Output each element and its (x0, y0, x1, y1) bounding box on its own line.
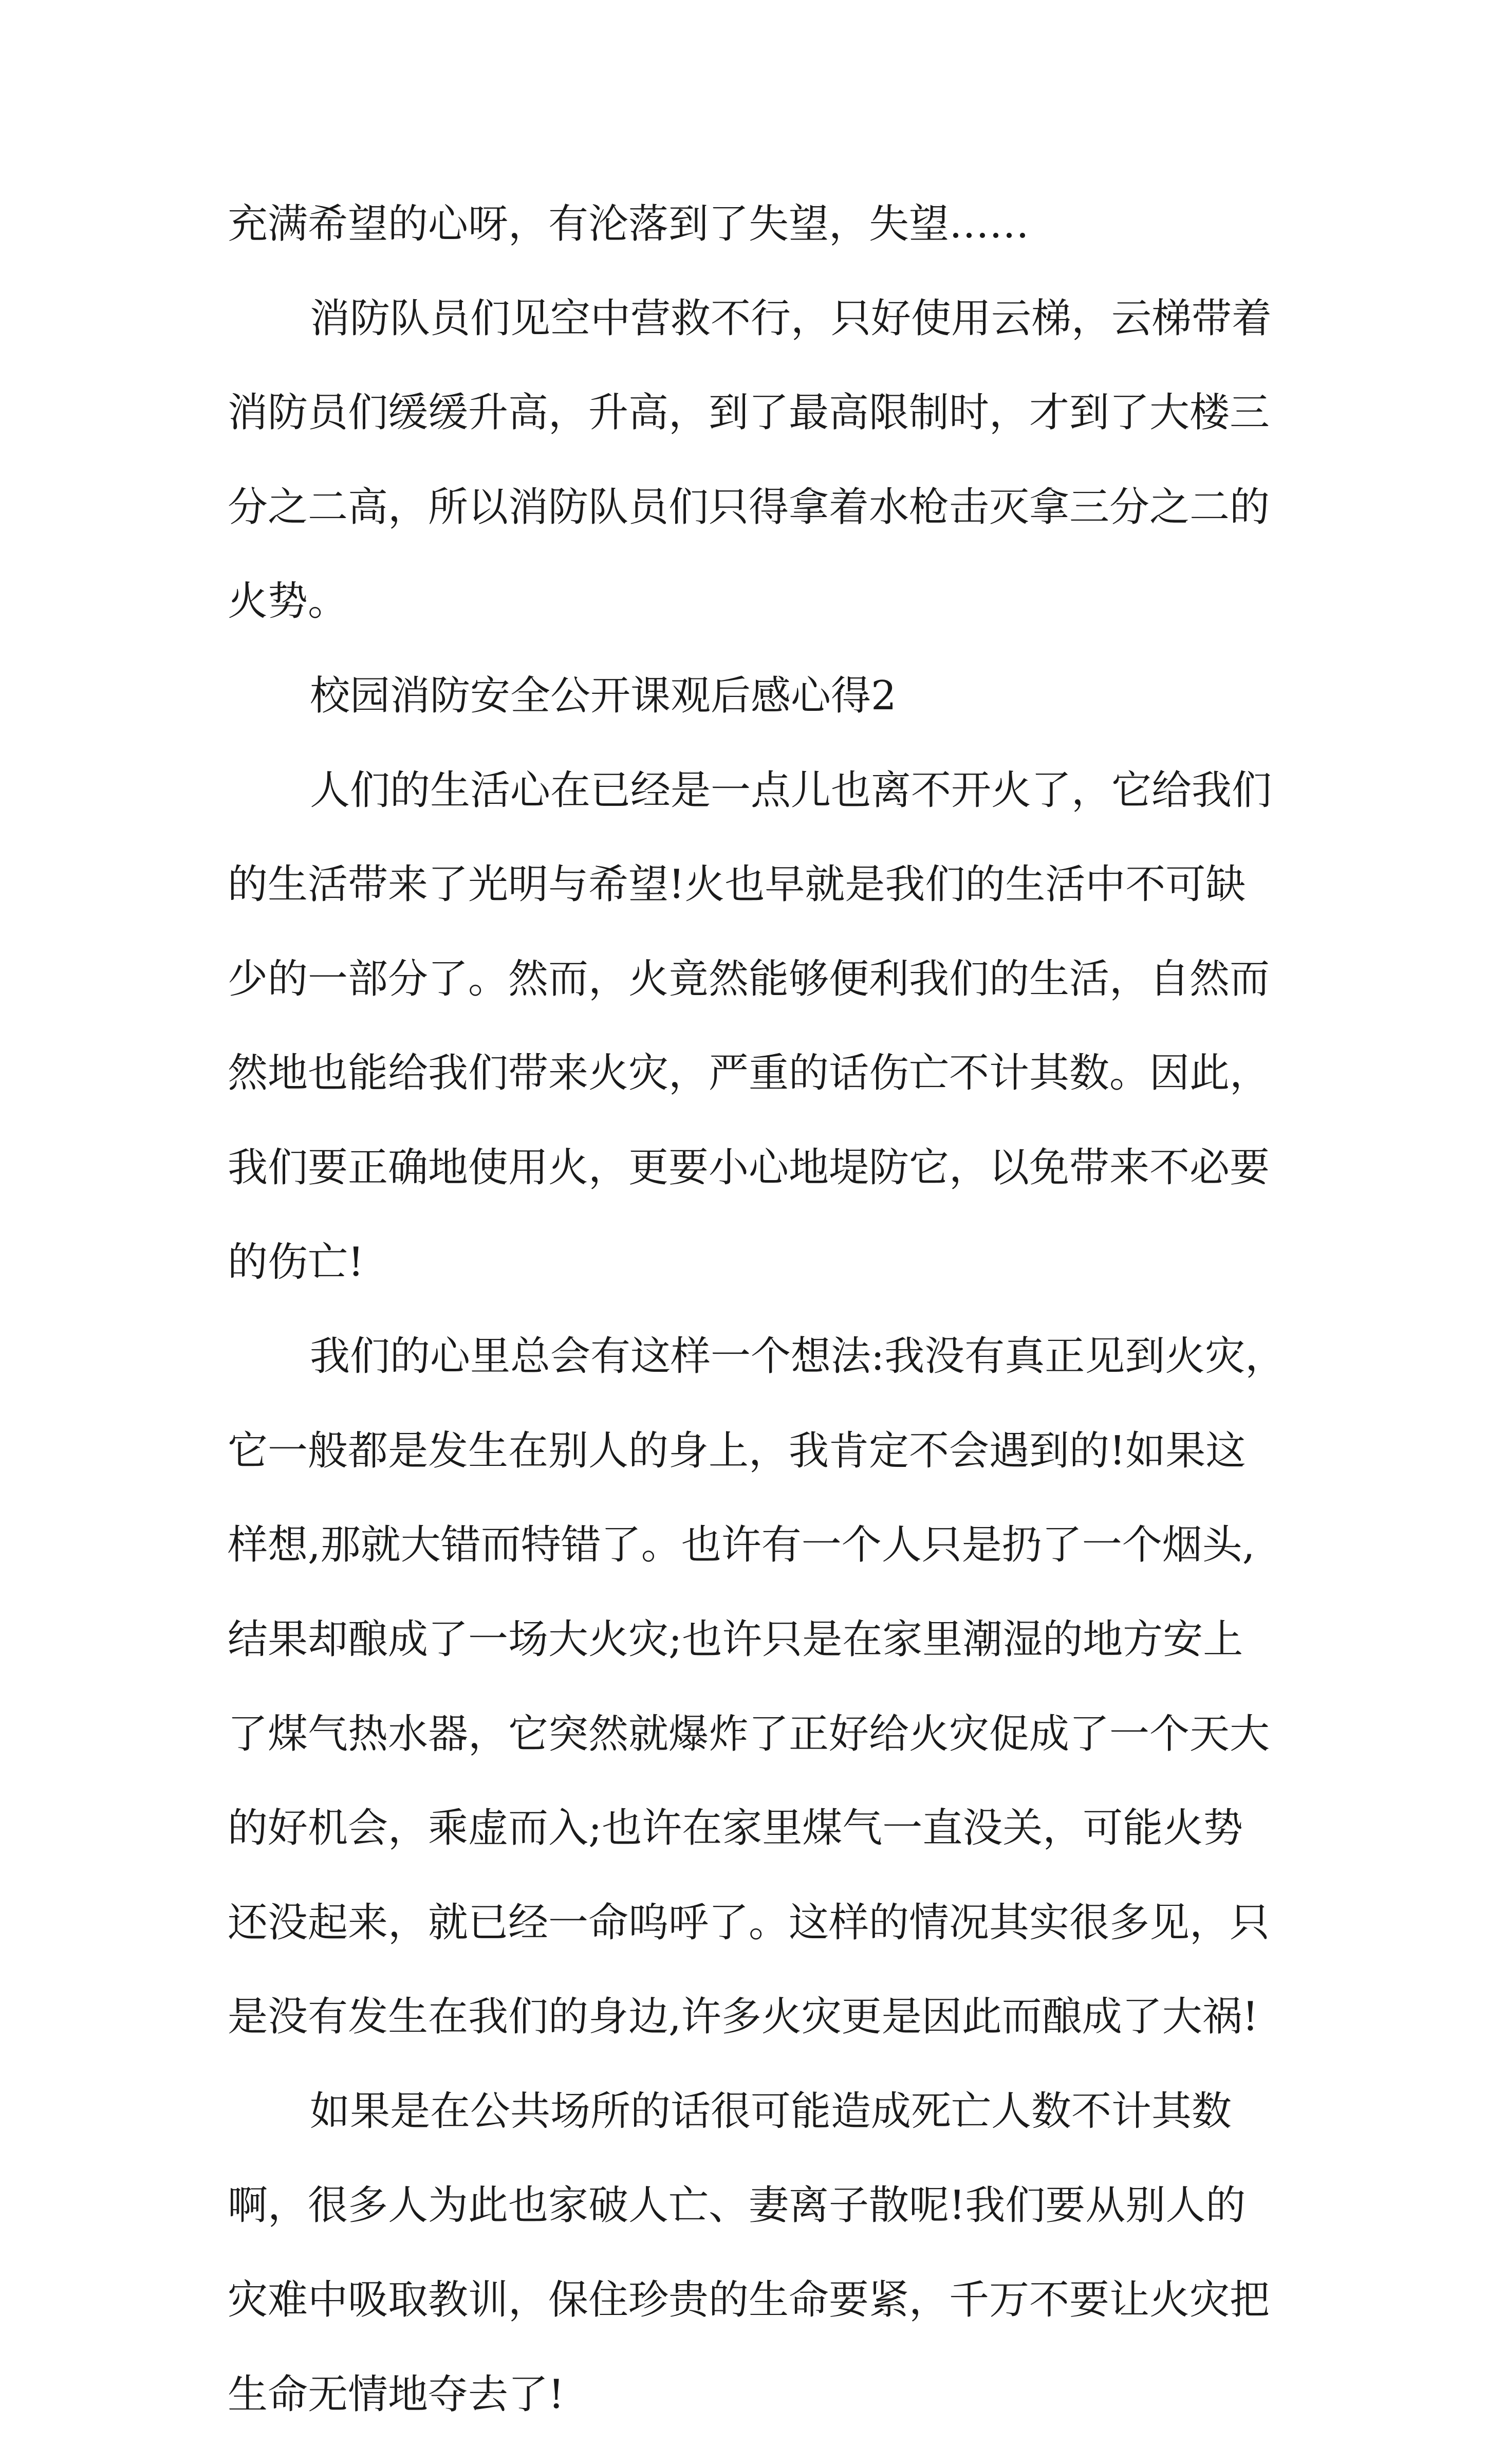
text-line: 灾难中吸取教训，保住珍贵的生命要紧，千万不要让火灾把 (228, 2277, 1270, 2324)
text-line: 消防队员们见空中营救不行，只好使用云梯，云梯带着 (310, 295, 1272, 342)
document-body (228, 199, 1286, 2464)
text-line: 了煤气热水器，它突然就爆炸了正好给火灾促成了一个天大 (228, 1711, 1270, 1757)
text-line: 还没起来，就已经一命呜呼了。这样的情况其实很多见，只 (228, 1899, 1270, 1946)
text-line: 充满希望的心呀，有沦落到了失望，失望…… (228, 201, 1030, 247)
text-line: 我们的心里总会有这样一个想法:我没有真正见到火灾， (310, 1333, 1286, 1380)
text-line: 生命无情地夺去了! (228, 2371, 565, 2418)
text-line: 的好机会，乘虚而入;也许在家里煤气一直没关，可能火势 (228, 1805, 1243, 1852)
text-line: 样想,那就大错而特错了。也许有一个人只是扔了一个烟头, (228, 1522, 1255, 1569)
text-line: 的伤亡! (228, 1239, 364, 1285)
text-line: 分之二高，所以消防队员们只得拿着水枪击灭拿三分之二的 (228, 484, 1270, 530)
text-line: 火势。 (228, 578, 348, 625)
text-line: 然地也能给我们带来火灾，严重的话伤亡不计其数。因此， (228, 1050, 1270, 1097)
text-line: 结果却酿成了一场大火灾;也许只是在家里潮湿的地方安上 (228, 1616, 1243, 1663)
text-line: 是没有发生在我们的身边,许多火灾更是因此而酿成了大祸! (228, 1994, 1259, 2040)
text-line: 啊，很多人为此也家破人亡、妻离子散呢!我们要从别人的 (228, 2182, 1246, 2229)
text-line: 我们要正确地使用火，更要小心地堤防它，以免带来不必要 (228, 1144, 1270, 1191)
text-line: 它一般都是发生在别人的身上，我肯定不会遇到的!如果这 (228, 1427, 1246, 1474)
text-line: 如果是在公共场所的话很可能造成死亡人数不计其数 (310, 2088, 1232, 2135)
text-line: 消防员们缓缓升高，升高，到了最高限制时，才到了大楼三 (228, 390, 1270, 436)
text-line: 的生活带来了光明与希望!火也早就是我们的生活中不可缺 (228, 861, 1246, 908)
text-line: 少的一部分了。然而，火竟然能够便利我们的生活，自然而 (228, 955, 1270, 1002)
text-line: 人们的生活心在已经是一点儿也离不开火了，它给我们 (310, 767, 1272, 814)
section-heading: 校园消防安全公开课观后感心得2 (310, 672, 897, 719)
